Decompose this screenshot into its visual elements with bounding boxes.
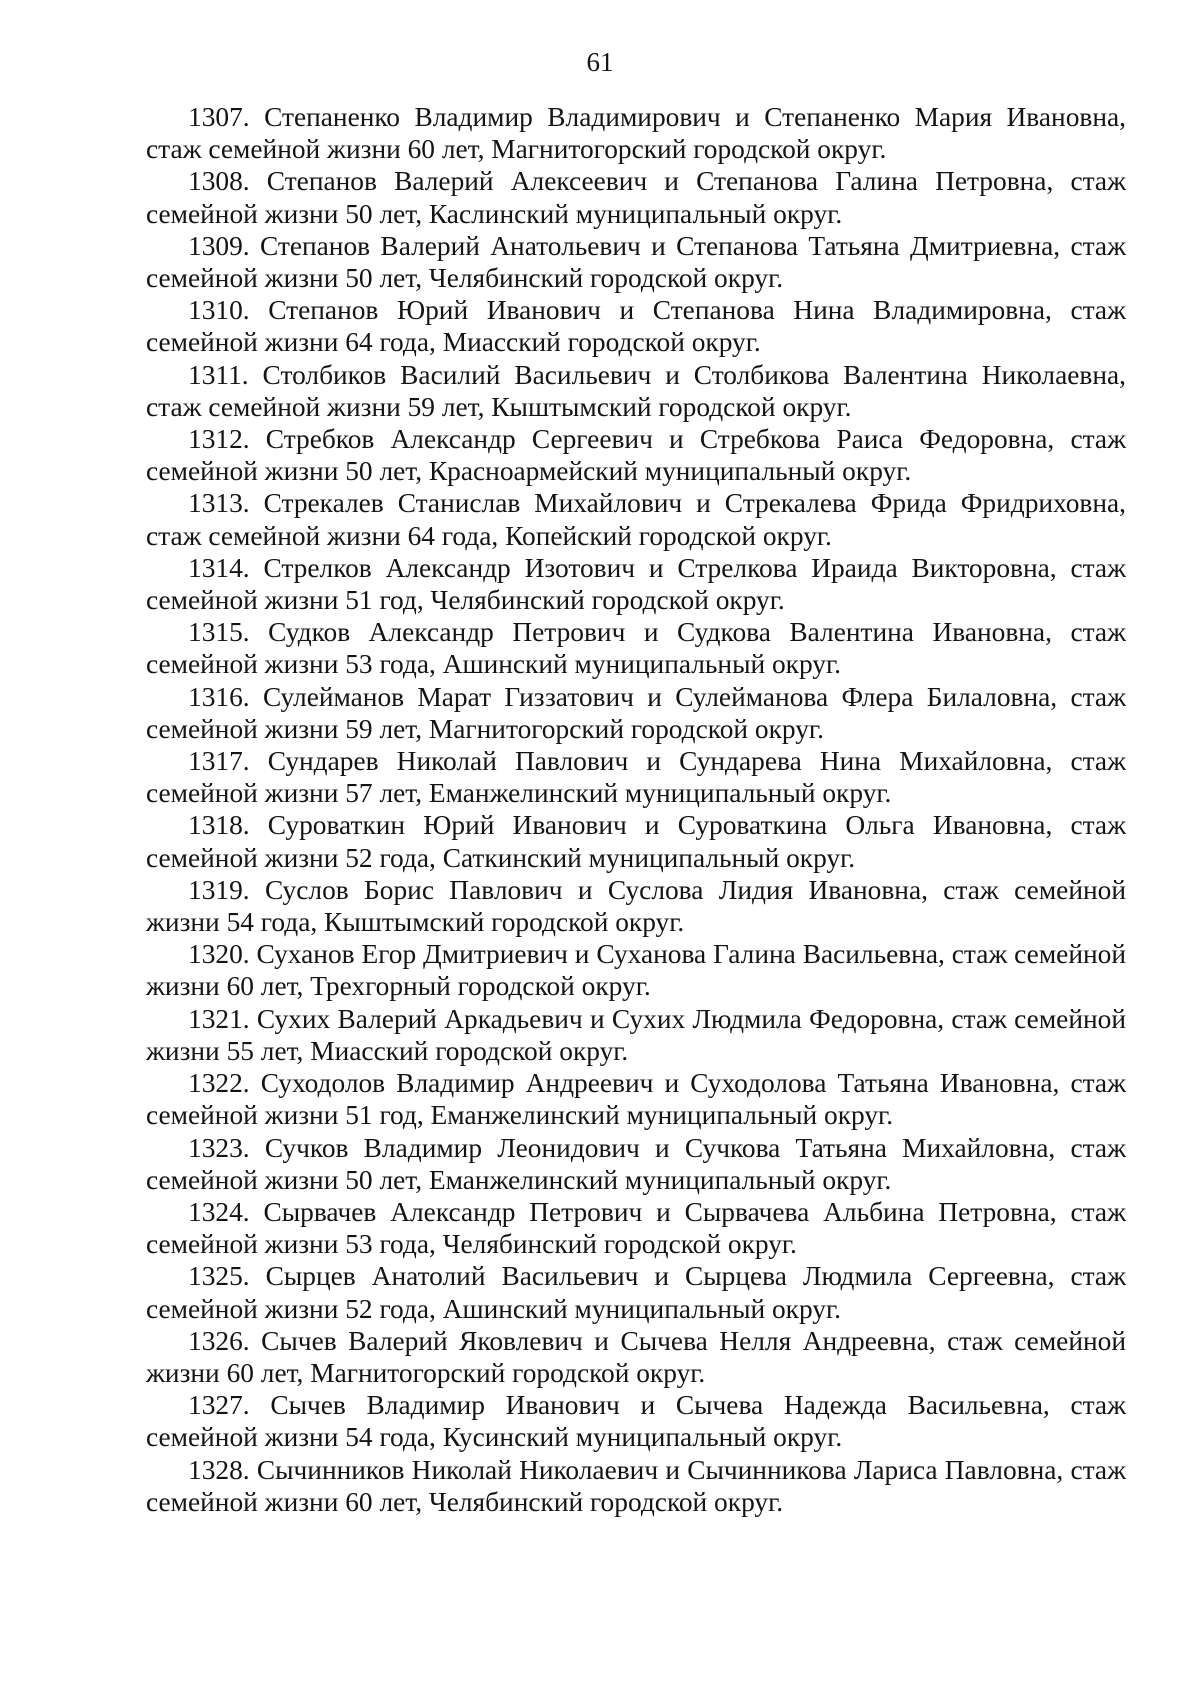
list-item — [146, 165, 1126, 229]
list-item — [146, 230, 1126, 294]
entry-text: 1328. Сычинников Николай Николаевич и Сычинникова Лариса Павловна, стаж семейной жизни 60 лет, Челябинский городской округ. — [146, 1454, 1126, 1517]
page-number: 61 — [586, 47, 614, 77]
list-item — [146, 616, 1126, 680]
list-item — [146, 1454, 1126, 1518]
list-item — [146, 1132, 1126, 1196]
list-item — [146, 1325, 1126, 1389]
entry-text: 1315. Судков Александр Петрович и Судкова Валентина Ивановна, стаж семейной жизни 53 года, Ашинский муниципальный округ. — [146, 617, 1126, 680]
list-item — [146, 1067, 1126, 1131]
list-item — [146, 1003, 1126, 1067]
entry-text: 1323. Сучков Владимир Леонидович и Сучкова Татьяна Михайловна, стаж семейной жизни 50 лет, Еманжелинский муниципальный округ. — [146, 1132, 1126, 1195]
list-item — [146, 487, 1126, 551]
entry-text: 1326. Сычев Валерий Яковлевич и Сычева Нелля Андреевна, стаж семейной жизни 60 лет, Магнитогорский городской округ. — [146, 1325, 1126, 1388]
entry-text: 1307. Степаненко Владимир Владимирович и Степаненко Мария Ивановна, стаж семейной жизни 60 лет, Магнитогорский городской округ. — [146, 102, 1126, 165]
entry-text: 1327. Сычев Владимир Иванович и Сычева Надежда Васильевна, стаж семейной жизни 54 года, Кусинский муниципальный округ. — [146, 1390, 1126, 1453]
entry-text: 1317. Сундарев Николай Павлович и Сундарева Нина Михайловна, стаж семейной жизни 57 лет, Еманжелинский муниципальный округ. — [146, 746, 1126, 809]
entry-text: 1321. Сухих Валерий Аркадьевич и Сухих Людмила Федоровна, стаж семейной жизни 55 лет, Миасский городской округ. — [146, 1003, 1126, 1066]
entry-text: 1313. Стрекалев Станислав Михайлович и Стрекалева Фрида Фридриховна, стаж семейной жизни 64 года, Копейский городской округ. — [146, 488, 1126, 551]
entry-text: 1322. Суходолов Владимир Андреевич и Суходолова Татьяна Ивановна, стаж семейной жизни 51 год, Еманжелинский муниципальный округ. — [146, 1068, 1126, 1131]
list-item — [146, 552, 1126, 616]
entry-text: 1318. Суроваткин Юрий Иванович и Суроваткина Ольга Ивановна, стаж семейной жизни 52 года, Саткинский муниципальный округ. — [146, 810, 1126, 873]
entry-text: 1324. Сырвачев Александр Петрович и Сырвачева Альбина Петровна, стаж семейной жизни 53 года, Челябинский городской округ. — [146, 1196, 1126, 1260]
entry-text: 1316. Сулейманов Марат Гиззатович и Сулейманова Флера Билаловна, стаж семейной жизни 59 лет, Магнитогорский городской округ. — [146, 681, 1126, 744]
entry-text: 1308. Степанов Валерий Алексеевич и Степанова Галина Петровна, стаж семейной жизни 50 лет, Каслинский муниципальный округ. — [146, 166, 1126, 229]
list-item — [146, 1260, 1126, 1324]
list-item — [146, 938, 1126, 1002]
list-item — [146, 423, 1126, 487]
entry-text: 1312. Стребков Александр Сергеевич и Стребкова Раиса Федоровна, стаж семейной жизни 50 лет, Красноармейский муниципальный округ. — [146, 424, 1126, 487]
award-list — [146, 101, 1126, 1518]
list-item — [146, 681, 1126, 745]
list-item — [146, 359, 1126, 423]
entry-text: 1309. Степанов Валерий Анатольевич и Степанова Татьяна Дмитриевна, стаж семейной жизни 50 лет, Челябинский городской округ. — [146, 230, 1126, 294]
entry-text: 1320. Суханов Егор Дмитриевич и Суханова Галина Васильевна, стаж семейной жизни 60 лет, Трехгорный городской округ. — [146, 939, 1126, 1002]
list-item — [146, 294, 1126, 358]
list-item — [146, 1196, 1126, 1260]
list-item — [146, 874, 1126, 938]
list-item — [146, 809, 1126, 873]
entry-text: 1319. Суслов Борис Павлович и Суслова Лидия Ивановна, стаж семейной жизни 54 года, Кыштымский городской округ. — [146, 874, 1126, 938]
list-item — [146, 1389, 1126, 1453]
entry-text: 1314. Стрелков Александр Изотович и Стрелкова Ираида Викторовна, стаж семейной жизни 51 год, Челябинский городской округ. — [146, 552, 1126, 616]
entry-text: 1325. Сырцев Анатолий Васильевич и Сырцева Людмила Сергеевна, стаж семейной жизни 52 года, Ашинский муниципальный округ. — [146, 1261, 1126, 1324]
list-item — [146, 745, 1126, 809]
list-item — [146, 101, 1126, 165]
entry-text: 1311. Столбиков Василий Васильевич и Столбикова Валентина Николаевна, стаж семейной жизни 59 лет, Кыштымский городской округ. — [146, 359, 1126, 422]
entry-text: 1310. Степанов Юрий Иванович и Степанова Нина Владимировна, стаж семейной жизни 64 года, Миасский городской округ. — [146, 295, 1126, 358]
